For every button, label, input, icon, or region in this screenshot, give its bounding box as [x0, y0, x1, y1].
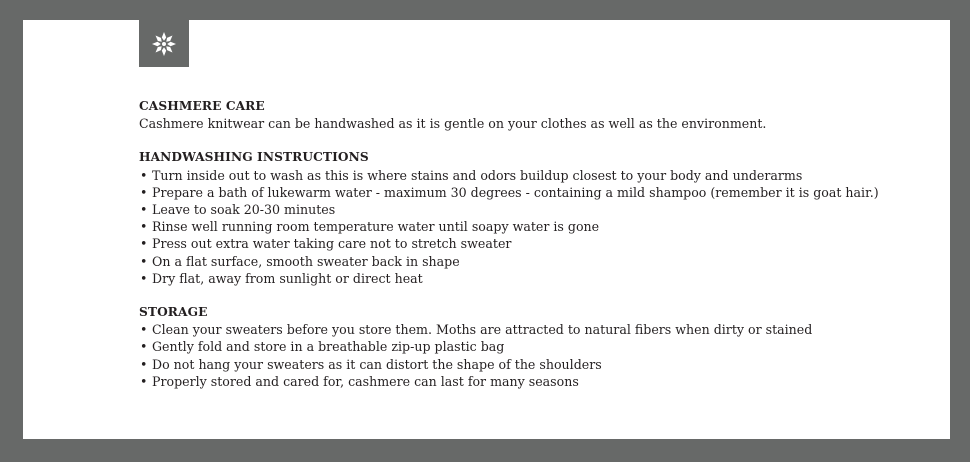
list-item-text: Dry flat, away from sunlight or direct heat [152, 270, 423, 286]
storage-section [139, 304, 939, 390]
cashmere-care-heading: CASHMERE CARE [139, 99, 265, 113]
cashmere-care-section [139, 98, 939, 132]
list-item [139, 321, 939, 338]
bullet-icon: • [140, 322, 148, 338]
list-item [139, 253, 939, 270]
snowflake-star-logo-icon [150, 30, 178, 58]
bullet-icon: • [140, 202, 148, 218]
list-item-text: Properly stored and cared for, cashmere can last for many seasons [152, 373, 579, 389]
bullet-icon: • [140, 253, 148, 269]
bullet-icon: • [140, 373, 148, 389]
list-item [139, 270, 939, 287]
list-item-text: Clean your sweaters before you store them. Moths are attracted to natural fibers when dirty or stained [152, 322, 813, 338]
list-item-text: Gently fold and store in a breathable zip-up plastic bag [152, 339, 505, 355]
bullet-icon: • [140, 167, 148, 183]
list-item [139, 235, 939, 252]
list-item [139, 373, 939, 390]
cashmere-care-text: Cashmere knitwear can be handwashed as it is gentle on your clothes as well as the environment. [139, 116, 767, 132]
bullet-icon: • [140, 339, 148, 355]
list-item-text: Do not hang your sweaters as it can distort the shape of the shoulders [152, 356, 602, 372]
bullet-icon: • [140, 356, 148, 372]
bullet-icon: • [140, 184, 148, 200]
handwashing-heading: HANDWASHING INSTRUCTIONS [139, 150, 369, 165]
bullet-icon: • [140, 270, 148, 286]
list-item [139, 201, 939, 218]
list-item-text: On a flat surface, smooth sweater back in shape [152, 253, 460, 269]
bullet-icon: • [140, 236, 148, 252]
handwashing-section [139, 149, 939, 287]
list-item [139, 356, 939, 373]
list-item-text: Prepare a bath of lukewarm water - maximum 30 degrees - containing a mild shampoo (remember it is goat hair.) [152, 184, 879, 200]
care-instructions [139, 98, 939, 407]
list-item-text: Leave to soak 20-30 minutes [152, 202, 336, 218]
bullet-icon: • [140, 219, 148, 235]
list-item-text: Rinse well running room temperature water until soapy water is gone [152, 219, 600, 235]
list-item [139, 338, 939, 355]
list-item-text: Press out extra water taking care not to stretch sweater [152, 236, 512, 252]
list-item-text: Turn inside out to wash as this is where stains and odors buildup closest to your body and underarms [152, 167, 803, 183]
storage-list [139, 321, 939, 390]
list-item [139, 184, 939, 201]
list-item [139, 167, 939, 184]
handwashing-list [139, 167, 939, 287]
brand-logo [139, 20, 189, 67]
storage-heading: STORAGE [139, 305, 208, 320]
list-item [139, 218, 939, 235]
